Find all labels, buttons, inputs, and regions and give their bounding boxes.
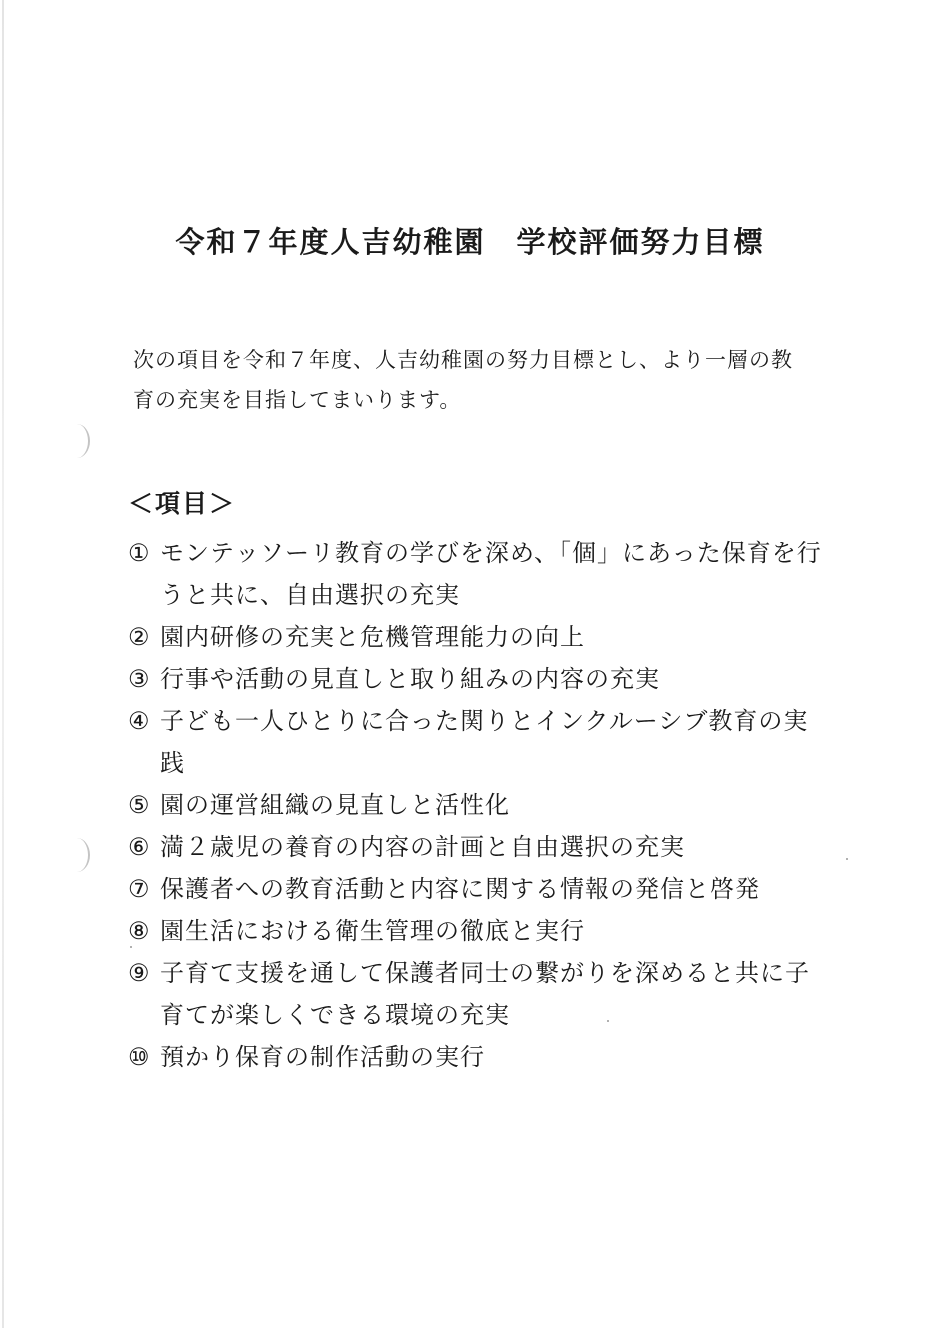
punch-hole-top (64, 424, 90, 458)
goal-text: 預かり保育の制作活動の実行 (160, 1043, 485, 1071)
scan-speck (846, 858, 848, 860)
goal-item-9 (128, 952, 828, 1036)
goal-item-1 (128, 532, 828, 616)
goal-text: 保護者への教育活動と内容に関する情報の発信と啓発 (160, 875, 760, 903)
goal-item-5 (128, 784, 828, 826)
goal-list (128, 532, 828, 1078)
goal-text: 行事や活動の見直しと取り組みの内容の充実 (160, 665, 660, 693)
goal-text: 子ども一人ひとりに合った関りとインクルーシブ教育の実践 (160, 707, 809, 777)
intro-paragraph: 次の項目を令和７年度、人吉幼稚園の努力目標とし、より一層の教育の充実を目指してまいります。 (133, 348, 793, 412)
goal-number: ⑦ (128, 875, 151, 903)
goal-number: ⑤ (128, 791, 151, 819)
goal-text: モンテッソーリ教育の学びを深め、「個」にあった保育を行うと共に、自由選択の充実 (160, 539, 822, 609)
page-edge-shadow (2, 0, 4, 1328)
goal-number: ⑥ (128, 833, 151, 861)
goal-text: 園の運営組織の見直しと活性化 (160, 791, 510, 819)
goal-text: 園内研修の充実と危機管理能力の向上 (160, 623, 585, 651)
goal-number: ⑩ (128, 1043, 151, 1071)
goal-number: ② (128, 623, 151, 651)
document-title: 令和７年度人吉幼稚園 学校評価努力目標 (175, 225, 765, 259)
goal-number: ⑧ (128, 917, 151, 945)
punch-hole-bottom (64, 838, 90, 872)
goal-text: 園生活における衛生管理の徹底と実行 (160, 917, 585, 945)
goal-item-2 (128, 616, 828, 658)
section-heading: ＜項目＞ (128, 489, 237, 518)
goal-item-10 (128, 1036, 828, 1078)
goal-item-8 (128, 910, 828, 952)
goal-item-6 (128, 826, 828, 868)
goal-item-7 (128, 868, 828, 910)
goal-item-3 (128, 658, 828, 700)
goal-text: 子育て支援を通して保護者同士の繋がりを深めると共に子育てが楽しくできる環境の充実 (160, 959, 810, 1029)
goal-number: ⑨ (128, 959, 151, 987)
goal-number: ④ (128, 707, 151, 735)
goal-text: 満２歳児の養育の内容の計画と自由選択の充実 (160, 833, 685, 861)
goal-item-4 (128, 700, 828, 784)
goal-number: ① (128, 539, 151, 567)
goal-number: ③ (128, 665, 151, 693)
